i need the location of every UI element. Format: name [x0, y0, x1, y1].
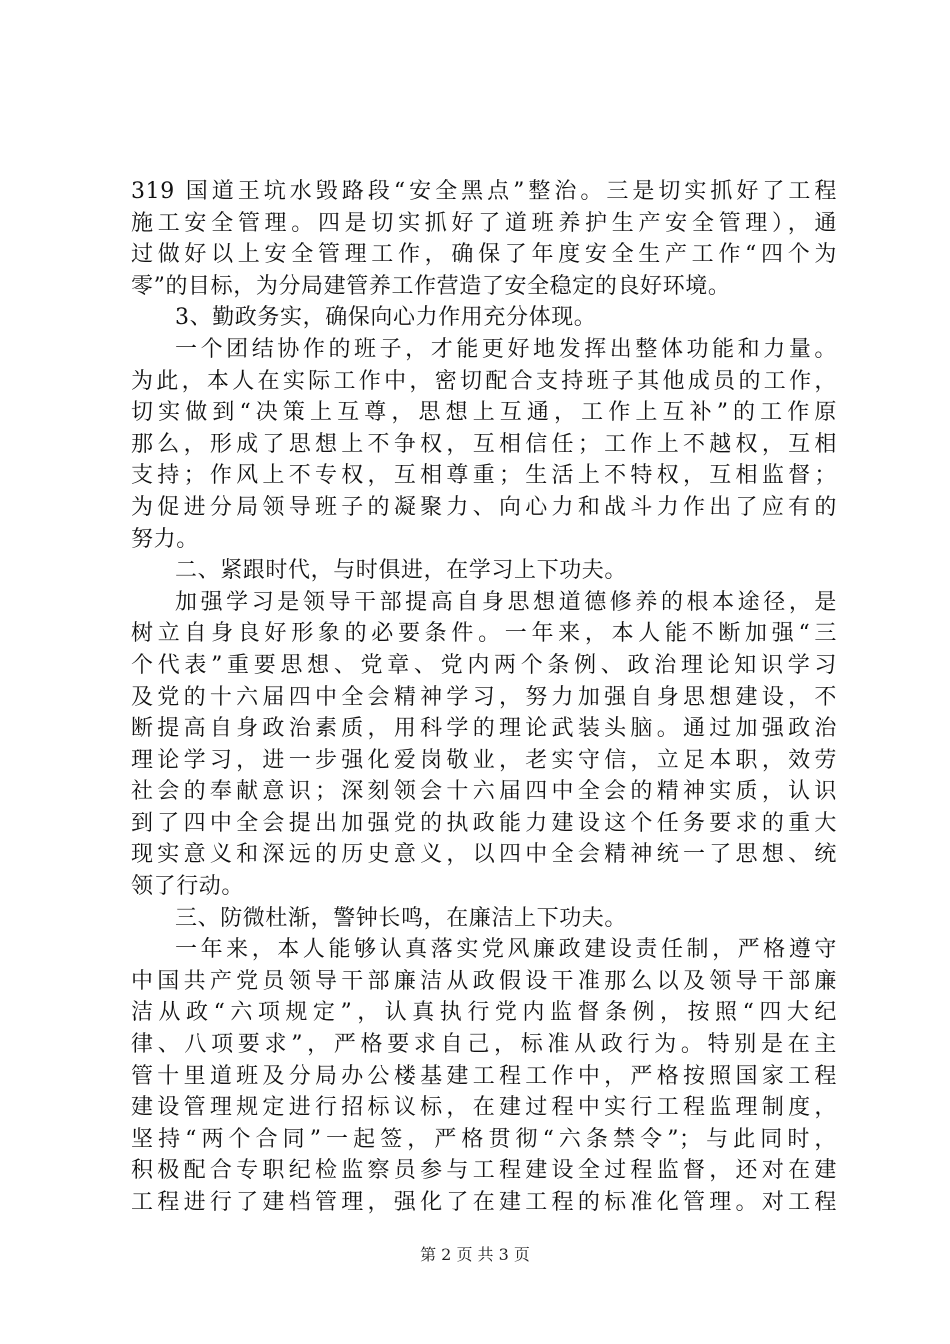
text-line: 为促进分局领导班子的凝聚力、向心力和战斗力作出了应有的	[131, 494, 837, 520]
text-line: 领了行动。	[131, 874, 245, 900]
text-line: 支持；作风上不专权，互相尊重；生活上不特权，互相监督；	[131, 463, 837, 489]
document-body	[131, 176, 837, 1219]
text-line: 理论学习，进一步强化爱岗敬业，老实守信，立足本职，效劳	[131, 747, 837, 773]
text-line: 律、八项要求”，严格要求自己，标准从政行为。特别是在主	[131, 1032, 837, 1058]
text-line: 个代表”重要思想、党章、党内两个条例、政治理论知识学习	[131, 652, 837, 678]
text-line: 断提高自身政治素质，用科学的理论武装头脑。通过加强政治	[131, 716, 837, 742]
text-line: 零”的目标，为分局建管养工作营造了安全稳定的良好环境。	[131, 273, 731, 299]
text-line: 树立自身良好形象的必要条件。一年来，本人能不断加强“三	[131, 621, 837, 647]
text-line: 切实做到“决策上互尊，思想上互通，工作上互补”的工作原	[131, 400, 837, 426]
text-line: 中国共产党员领导干部廉洁从政假设干准那么以及领导干部廉	[131, 968, 837, 994]
text-line: 坚持“两个合同”一起签，严格贯彻“六条禁令”；与此同时，	[131, 1126, 837, 1152]
page-number-footer: 第 2 页 共 3 页	[420, 1245, 530, 1264]
text-line: 现实意义和深远的历史意义，以四中全会精神统一了思想、统	[131, 842, 837, 868]
text-line: 加强学习是领导干部提高自身思想道德修养的根本途径，是	[175, 589, 837, 615]
text-line: 过做好以上安全管理工作，确保了年度安全生产工作“四个为	[131, 242, 837, 268]
text-line: 到了四中全会提出加强党的执政能力建设这个任务要求的重大	[131, 810, 837, 836]
text-line: 三、防微杜渐，警钟长鸣，在廉洁上下功夫。	[175, 905, 628, 931]
text-line: 那么，形成了思想上不争权，互相信任；工作上不越权，互相	[131, 431, 837, 457]
text-line: 一个团结协作的班子，才能更好地发挥出整体功能和力量。	[175, 336, 837, 362]
text-line: 一年来，本人能够认真落实党风廉政建设责任制，严格遵守	[175, 937, 837, 963]
text-line: 努力。	[131, 526, 199, 552]
text-line: 施工安全管理。四是切实抓好了道班养护生产安全管理），通	[131, 210, 837, 236]
text-line: 积极配合专职纪检监察员参与工程建设全过程监督，还对在建	[131, 1158, 837, 1184]
text-line: 社会的奉献意识；深刻领会十六届四中全会的精神实质，认识	[131, 779, 837, 805]
text-line: 为此，本人在实际工作中，密切配合支持班子其他成员的工作，	[131, 368, 837, 394]
text-line: 管十里道班及分局办公楼基建工程工作中，严格按照国家工程	[131, 1063, 837, 1089]
text-line: 工程进行了建档管理，强化了在建工程的标准化管理。对工程	[131, 1190, 837, 1215]
text-line: 及党的十六届四中全会精神学习，努力加强自身思想建设，不	[131, 684, 837, 710]
text-line: 二、紧跟时代，与时俱进，在学习上下功夫。	[175, 558, 628, 584]
text-line: 3、勤政务实，确保向心力作用充分体现。	[175, 305, 597, 331]
text-line: 建设管理规定进行招标议标，在建过程中实行工程监理制度，	[131, 1095, 837, 1121]
text-line: 319 国道王坑水毁路段“安全黑点”整治。三是切实抓好了工程	[131, 179, 837, 204]
text-line: 洁从政“六项规定”，认真执行党内监督条例，按照“四大纪	[131, 1000, 837, 1026]
